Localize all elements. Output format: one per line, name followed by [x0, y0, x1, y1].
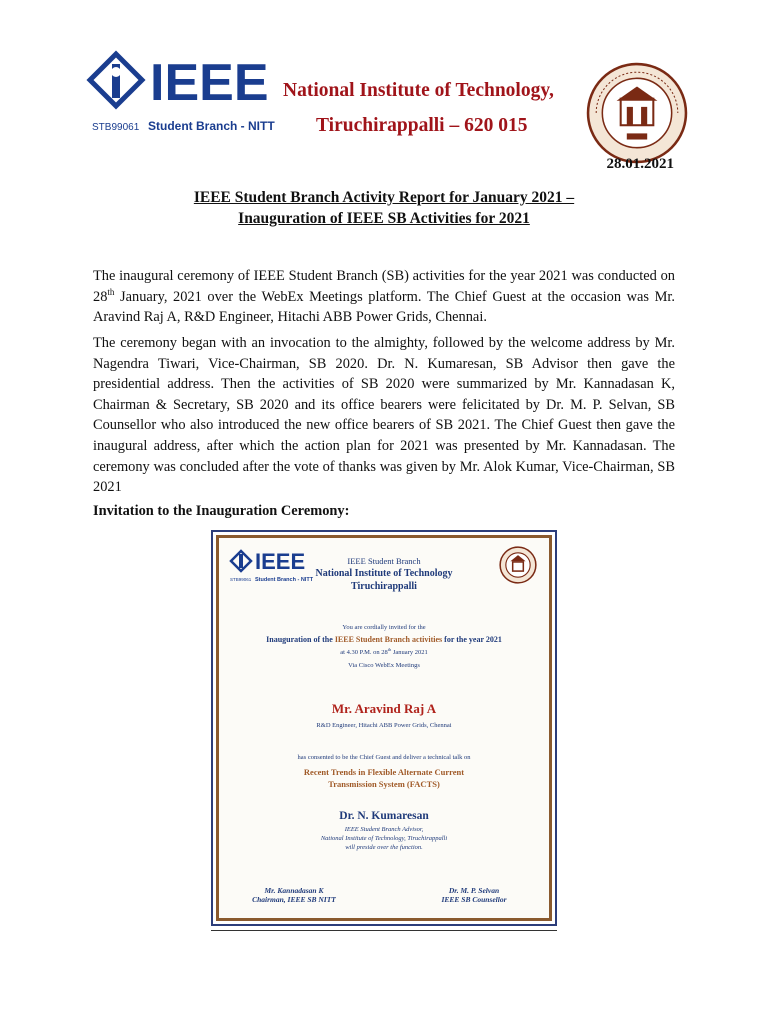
card-talk-line-2: Transmission System (FACTS) — [328, 779, 440, 789]
card-branch: IEEE Student Branch — [347, 556, 421, 566]
svg-text:STB99061: STB99061 — [230, 577, 252, 582]
invitation-heading: Invitation to the Inauguration Ceremony: — [93, 503, 350, 519]
card-advisor-name: Dr. N. Kumaresan — [339, 810, 429, 822]
institute-name: National Institute of Technology, — [283, 80, 554, 101]
card-talk-line-1: Recent Trends in Flexible Alternate Current — [303, 767, 465, 777]
card-institute: National Institute of Technology — [315, 568, 453, 579]
card-consented: has consented to be the Chief Guest and deliver a technical talk on — [297, 754, 471, 761]
card-advisor-role-3: will preside over the function. — [345, 844, 423, 851]
card-sign-right: Dr. M. P. Selvan IEEE SB Counsellor — [441, 886, 507, 904]
card-event: Inauguration of the IEEE Student Branch activities for the year 2021 — [266, 635, 502, 644]
card-time: at 4.30 P.M. on 28th January 2021 — [340, 646, 428, 656]
ieee-code: STB99061 — [92, 122, 140, 133]
card-advisor-role-2: National Institute of Technology, Tiruchirappalli — [320, 835, 448, 842]
card-guest-role: R&D Engineer, Hitachi ABB Power Grids, Chennai — [316, 722, 452, 729]
card-sign-left: Mr. Kannadasan K Chairman, IEEE SB NITT — [252, 886, 336, 904]
card-institute-city: Tiruchirappalli — [351, 581, 417, 592]
paragraph-intro: The inaugural ceremony of IEEE Student Branch (SB) activities for the year 2021 was conducted on 28th January, 2021 over the WebEx Meetings platform. The Chief Guest at the occasion was Mr. Aravind Raj A, R&D Engineer, Hitachi ABB Power Grids, Chennai. — [93, 268, 675, 326]
invitation-card — [211, 530, 557, 926]
report-title-line-2: Inauguration of IEEE SB Activities for 2021 — [238, 210, 530, 227]
card-platform: Via Cisco WebEx Meetings — [348, 662, 420, 669]
ieee-branch-label: Student Branch - NITT — [148, 119, 275, 133]
report-date: 28.01.2021 — [606, 156, 674, 172]
svg-text:Student Branch - NITT: Student Branch - NITT — [255, 577, 314, 583]
ieee-wordmark: IEEE — [150, 54, 269, 112]
svg-text:IEEE: IEEE — [255, 549, 306, 574]
card-advisor-role-1: IEEE Student Branch Advisor, — [344, 826, 424, 833]
ieee-student-branch-logo — [88, 50, 275, 138]
report-title-line-1: IEEE Student Branch Activity Report for January 2021 – — [193, 189, 575, 206]
paragraph-ceremony: The ceremony began with an invocation to the almighty, followed by the welcome address by Mr. Nagendra Tiwari, Vice-Chairman, SB 2020. Dr. N. Kumaresan, SB Advisor then gave the presidential address. Then the activities of SB 2020 were summarized by Mr. Kannadasan K, Chairman & Secretary, SB 2020 and its office bearers were felicitated by Dr. M. P. Selvan, SB Counsellor who also introduced the new office bearers of SB 2021. The Chief Guest then gave the inaugural address, after which the action plan for 2021 was presented by Mr. Kannadasan. The ceremony was concluded after the vote of thanks was given by Mr. Alok Kumar, Vice-Chairman, SB 2021 — [93, 335, 675, 496]
institute-city: Tiruchirappalli – 620 015 — [316, 115, 528, 136]
card-guest-name: Mr. Aravind Raj A — [331, 701, 437, 716]
card-underline — [211, 930, 557, 931]
nit-seal-icon — [586, 62, 688, 164]
card-cordially: You are cordially invited for the — [342, 624, 426, 631]
